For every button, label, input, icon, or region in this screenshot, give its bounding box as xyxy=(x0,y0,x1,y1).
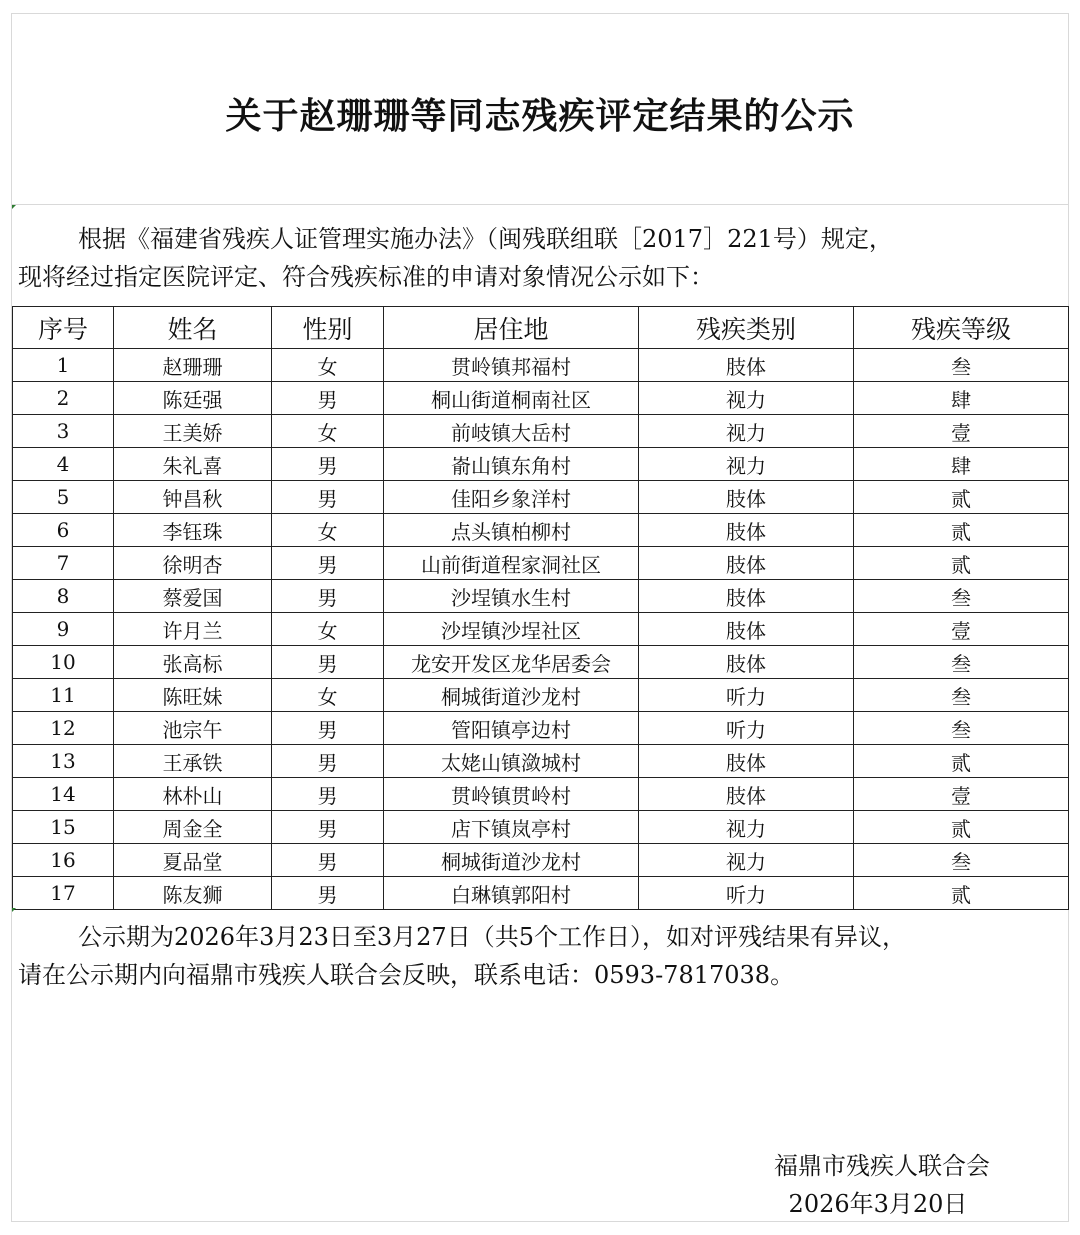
cell-index: 13 xyxy=(13,745,114,778)
cell-name: 池宗午 xyxy=(114,712,272,745)
cell-name: 王美娇 xyxy=(114,415,272,448)
table-row xyxy=(13,448,1069,481)
cell-residence: 桐山街道桐南社区 xyxy=(384,382,639,415)
cell-gender: 男 xyxy=(272,712,384,745)
closing-paragraph xyxy=(18,918,1068,994)
cell-residence: 前岐镇大岳村 xyxy=(384,415,639,448)
cell-residence: 点头镇柏柳村 xyxy=(384,514,639,547)
cell-gender: 女 xyxy=(272,349,384,382)
cell-name: 陈友狮 xyxy=(114,877,272,910)
cell-gender: 男 xyxy=(272,646,384,679)
table-row xyxy=(13,580,1069,613)
cell-index: 2 xyxy=(13,382,114,415)
cell-name: 陈旺妹 xyxy=(114,679,272,712)
header-name: 姓名 xyxy=(114,307,272,349)
cell-name: 林朴山 xyxy=(114,778,272,811)
cell-residence: 贯岭镇贯岭村 xyxy=(384,778,639,811)
table-row xyxy=(13,646,1069,679)
cell-residence: 沙埕镇水生村 xyxy=(384,580,639,613)
cell-name: 许月兰 xyxy=(114,613,272,646)
cell-residence: 白琳镇郭阳村 xyxy=(384,877,639,910)
cell-disability-level: 贰 xyxy=(854,745,1069,778)
cell-gender: 男 xyxy=(272,745,384,778)
table-row xyxy=(13,844,1069,877)
header-disability-level: 残疾等级 xyxy=(854,307,1069,349)
table-header-row xyxy=(13,307,1069,349)
cell-disability-type: 视力 xyxy=(639,844,854,877)
cell-disability-level: 贰 xyxy=(854,514,1069,547)
cell-disability-type: 肢体 xyxy=(639,547,854,580)
table-row xyxy=(13,547,1069,580)
cell-disability-level: 贰 xyxy=(854,811,1069,844)
corner-marker xyxy=(12,908,16,912)
cell-disability-level: 壹 xyxy=(854,778,1069,811)
cell-name: 夏品堂 xyxy=(114,844,272,877)
cell-disability-type: 肢体 xyxy=(639,514,854,547)
cell-disability-type: 肢体 xyxy=(639,778,854,811)
cell-name: 徐明杏 xyxy=(114,547,272,580)
cell-disability-type: 视力 xyxy=(639,811,854,844)
cell-gender: 男 xyxy=(272,811,384,844)
cell-disability-level: 肆 xyxy=(854,448,1069,481)
cell-disability-level: 贰 xyxy=(854,547,1069,580)
cell-disability-level: 肆 xyxy=(854,382,1069,415)
cell-index: 8 xyxy=(13,580,114,613)
intro-line-2: 现将经过指定医院评定、符合残疾标准的申请对象情况公示如下： xyxy=(18,263,714,291)
cell-disability-level: 叁 xyxy=(854,712,1069,745)
table-row xyxy=(13,415,1069,448)
cell-disability-type: 肢体 xyxy=(639,646,854,679)
cell-disability-type: 肢体 xyxy=(639,349,854,382)
table-row xyxy=(13,382,1069,415)
table-row xyxy=(13,481,1069,514)
cell-index: 10 xyxy=(13,646,114,679)
title-divider xyxy=(11,204,1069,205)
cell-name: 朱礼喜 xyxy=(114,448,272,481)
cell-residence: 桐城街道沙龙村 xyxy=(384,679,639,712)
cell-disability-type: 听力 xyxy=(639,679,854,712)
cell-disability-level: 叁 xyxy=(854,844,1069,877)
cell-disability-level: 壹 xyxy=(854,613,1069,646)
cell-index: 17 xyxy=(13,877,114,910)
cell-residence: 店下镇岚亭村 xyxy=(384,811,639,844)
cell-disability-level: 贰 xyxy=(854,877,1069,910)
cell-residence: 佳阳乡象洋村 xyxy=(384,481,639,514)
cell-name: 钟昌秋 xyxy=(114,481,272,514)
cell-gender: 男 xyxy=(272,547,384,580)
cell-name: 赵珊珊 xyxy=(114,349,272,382)
cell-disability-type: 肢体 xyxy=(639,613,854,646)
cell-disability-level: 叁 xyxy=(854,349,1069,382)
cell-disability-type: 视力 xyxy=(639,382,854,415)
signature-organization: 福鼎市残疾人联合会 xyxy=(774,1152,990,1180)
header-disability-type: 残疾类别 xyxy=(639,307,854,349)
closing-line-2: 请在公示期内向福鼎市残疾人联合会反映，联系电话：0593-7817038。 xyxy=(18,961,795,989)
cell-disability-type: 肢体 xyxy=(639,745,854,778)
page-title: 关于赵珊珊等同志残疾评定结果的公示 xyxy=(225,96,855,137)
cell-gender: 男 xyxy=(272,448,384,481)
cell-gender: 女 xyxy=(272,415,384,448)
cell-disability-type: 肢体 xyxy=(639,580,854,613)
cell-disability-level: 壹 xyxy=(854,415,1069,448)
cell-disability-type: 视力 xyxy=(639,415,854,448)
cell-disability-type: 听力 xyxy=(639,877,854,910)
cell-index: 15 xyxy=(13,811,114,844)
table-row xyxy=(13,514,1069,547)
cell-residence: 太姥山镇潋城村 xyxy=(384,745,639,778)
cell-residence: 桐城街道沙龙村 xyxy=(384,844,639,877)
cell-index: 12 xyxy=(13,712,114,745)
intro-line-1: 根据《福建省残疾人证管理实施办法》（闽残联组联［2017］221号）规定， xyxy=(78,225,893,253)
header-gender: 性别 xyxy=(272,307,384,349)
table-row xyxy=(13,349,1069,382)
cell-index: 11 xyxy=(13,679,114,712)
cell-index: 9 xyxy=(13,613,114,646)
cell-disability-type: 视力 xyxy=(639,448,854,481)
cell-index: 5 xyxy=(13,481,114,514)
cell-gender: 男 xyxy=(272,580,384,613)
cell-residence: 管阳镇亭边村 xyxy=(384,712,639,745)
cell-disability-level: 叁 xyxy=(854,646,1069,679)
signature-date: 2026年3月20日 xyxy=(788,1190,968,1218)
cell-name: 蔡爱国 xyxy=(114,580,272,613)
table-body xyxy=(13,349,1069,910)
cell-gender: 男 xyxy=(272,481,384,514)
cell-name: 李钰珠 xyxy=(114,514,272,547)
cell-index: 1 xyxy=(13,349,114,382)
corner-marker xyxy=(12,205,16,209)
table-row xyxy=(13,679,1069,712)
cell-residence: 山前街道程家洞社区 xyxy=(384,547,639,580)
disability-results-table xyxy=(12,306,1069,910)
header-residence: 居住地 xyxy=(384,307,639,349)
cell-disability-level: 叁 xyxy=(854,580,1069,613)
cell-residence: 贯岭镇邦福村 xyxy=(384,349,639,382)
cell-index: 16 xyxy=(13,844,114,877)
cell-name: 陈廷强 xyxy=(114,382,272,415)
cell-index: 14 xyxy=(13,778,114,811)
cell-gender: 女 xyxy=(272,514,384,547)
cell-residence: 嵛山镇东角村 xyxy=(384,448,639,481)
header-index: 序号 xyxy=(13,307,114,349)
cell-gender: 女 xyxy=(272,679,384,712)
cell-gender: 男 xyxy=(272,382,384,415)
cell-disability-level: 贰 xyxy=(854,481,1069,514)
cell-gender: 女 xyxy=(272,613,384,646)
table-row xyxy=(13,613,1069,646)
table-row xyxy=(13,877,1069,910)
cell-name: 周金全 xyxy=(114,811,272,844)
cell-name: 王承铁 xyxy=(114,745,272,778)
cell-disability-type: 听力 xyxy=(639,712,854,745)
cell-gender: 男 xyxy=(272,778,384,811)
cell-disability-type: 肢体 xyxy=(639,481,854,514)
intro-paragraph xyxy=(18,220,1068,296)
cell-disability-level: 叁 xyxy=(854,679,1069,712)
cell-index: 4 xyxy=(13,448,114,481)
cell-index: 7 xyxy=(13,547,114,580)
table-row xyxy=(13,712,1069,745)
cell-index: 6 xyxy=(13,514,114,547)
table-row xyxy=(13,811,1069,844)
table-row xyxy=(13,778,1069,811)
cell-residence: 沙埕镇沙埕社区 xyxy=(384,613,639,646)
cell-index: 3 xyxy=(13,415,114,448)
cell-gender: 男 xyxy=(272,877,384,910)
closing-line-1: 公示期为2026年3月23日至3月27日（共5个工作日），如对评残结果有异议， xyxy=(78,923,906,951)
cell-residence: 龙安开发区龙华居委会 xyxy=(384,646,639,679)
table-row xyxy=(13,745,1069,778)
cell-name: 张高标 xyxy=(114,646,272,679)
cell-gender: 男 xyxy=(272,844,384,877)
